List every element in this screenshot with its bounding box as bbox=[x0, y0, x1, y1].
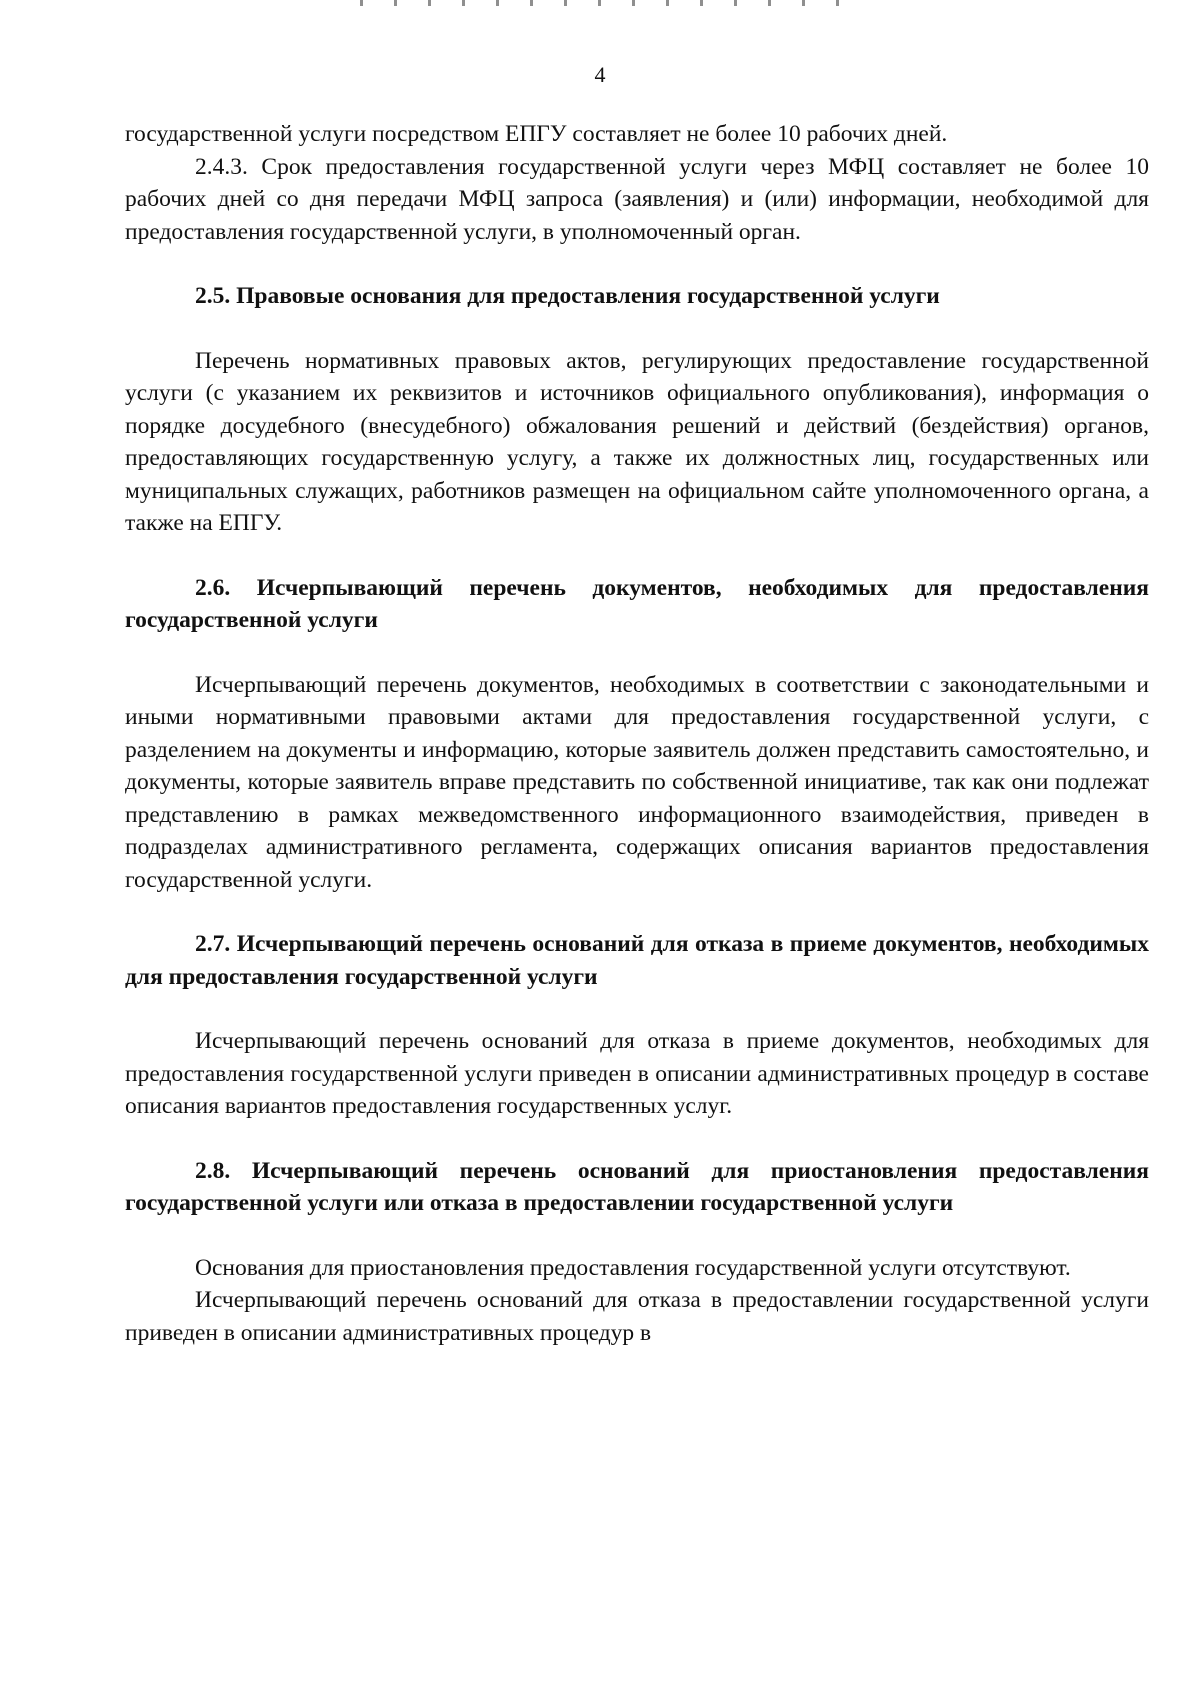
section-heading-2-6: 2.6. Исчерпывающий перечень документов, необходимых для предоставления государственной услуги bbox=[125, 574, 1149, 633]
paragraph-2-5: Перечень нормативных правовых актов, регулирующих предоставление государственной услуги (с указанием их реквизитов и источников официального опубликования), информация о порядке досудебного (внесудебного) обжалования решений и действий (бездействия) органов, предоставляющих государственную услугу, а также их должностных лиц, государственных или муниципальных служащих, работников размещен на официальном сайте уполномоченного органа, а также на ЕПГУ. bbox=[125, 347, 1149, 536]
document-body bbox=[125, 118, 1149, 1349]
section-heading-2-7: 2.7. Исчерпывающий перечень оснований для отказа в приеме документов, необходимых для предоставления государственной услуги bbox=[125, 931, 1149, 990]
spacer bbox=[125, 637, 1149, 669]
paragraph-2-7: Исчерпывающий перечень оснований для отказа в приеме документов, необходимых для предоставления государственной услуги приведен в описании административных процедур в составе описания вариантов предоставления государственных услуг. bbox=[125, 1028, 1149, 1119]
spacer bbox=[125, 248, 1149, 280]
spacer bbox=[125, 896, 1149, 928]
spacer bbox=[125, 993, 1149, 1025]
paragraph-2-8-suspension: Основания для приостановления предоставления государственной услуги отсутствуют. bbox=[195, 1254, 1071, 1281]
spacer bbox=[125, 540, 1149, 572]
spacer bbox=[125, 1220, 1149, 1252]
page-number: 4 bbox=[594, 62, 606, 87]
section-heading-2-5: 2.5. Правовые основания для предоставления государственной услуги bbox=[195, 283, 940, 309]
paragraph-2-4-3: 2.4.3. Срок предоставления государственной услуги через МФЦ составляет не более 10 рабочих дней со дня передачи МФЦ запроса (заявления) и (или) информации, необходимой для предоставления государственной услуги, в уполномоченный орган. bbox=[125, 153, 1149, 245]
paragraph-2-8-refusal: Исчерпывающий перечень оснований для отказа в предоставлении государственной услуги приведен в описании административных процедур в bbox=[125, 1287, 1149, 1346]
spacer bbox=[125, 313, 1149, 345]
spacer bbox=[125, 1123, 1149, 1155]
paragraph-2-6: Исчерпывающий перечень документов, необходимых в соответствии с законодательными и иными нормативными правовыми актами для предоставления государственной услуги, с разделением на документы и информацию, которые заявитель должен представить самостоятельно, и документы, которые заявитель вправе представить по собственной инициативе, так как они подлежат представлению в рамках межведомственного информационного взаимодействия, приведен в подразделах административного регламента, содержащих описания вариантов предоставления государственной услуги. bbox=[125, 671, 1149, 893]
section-heading-2-8: 2.8. Исчерпывающий перечень оснований для приостановления предоставления государственной услуги или отказа в предоставлении государственной услуги bbox=[125, 1157, 1149, 1216]
scan-artifact bbox=[360, 0, 840, 6]
paragraph-continuation: государственной услуги посредством ЕПГУ составляет не более 10 рабочих дней. bbox=[125, 121, 948, 147]
